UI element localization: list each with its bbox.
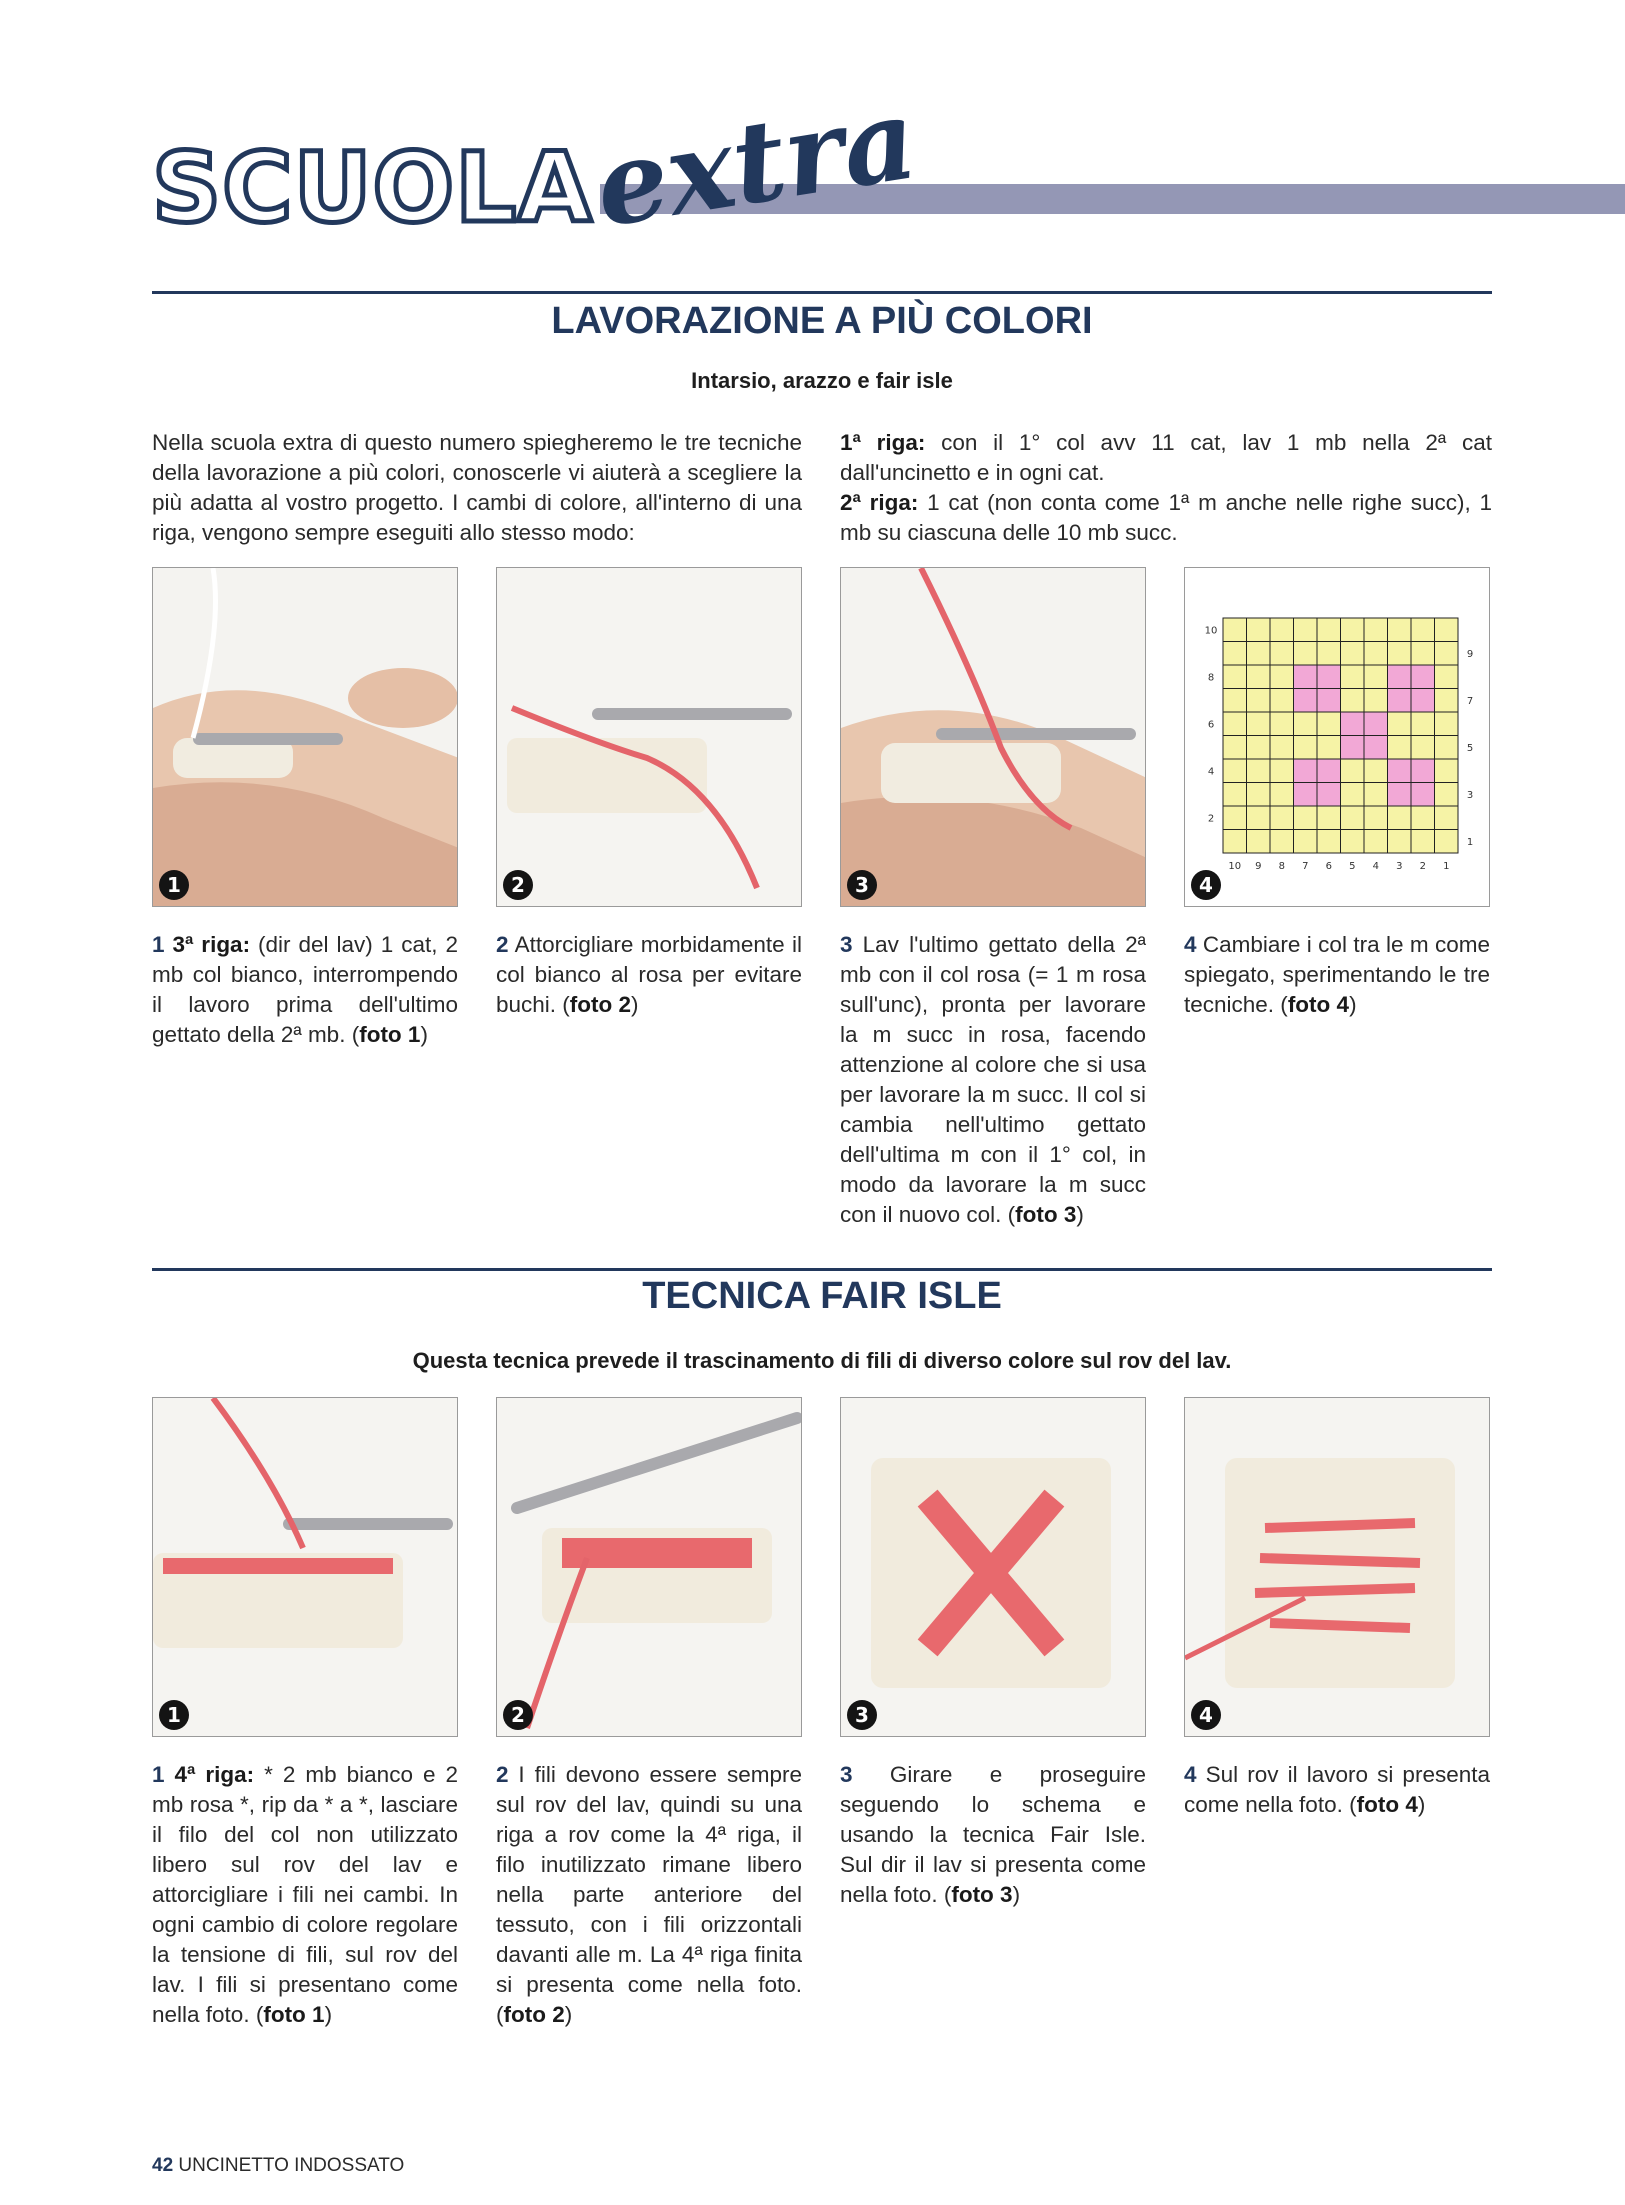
crochet-twist-yarn-photo (497, 568, 802, 907)
chart-cell (1341, 665, 1365, 689)
chart-cell-filled (1411, 783, 1435, 807)
chart-cell-filled (1317, 689, 1341, 713)
chart-cell (1270, 712, 1294, 736)
row1-text: con il 1° col avv 11 cat, lav 1 mb nella 2ª cat dall'uncinetto e in ogni cat. (840, 430, 1492, 485)
chart-cell (1294, 830, 1318, 854)
chart-col-label: 1 (1443, 861, 1450, 872)
chart-row-label: 5 (1466, 742, 1474, 754)
fairisle-hook-photo (497, 1398, 802, 1737)
caption-4: 4 Sul rov il lavoro si presenta come nella foto. (foto 4) (1184, 1762, 1490, 1817)
chart-cell (1388, 618, 1412, 642)
chart-cell (1435, 689, 1459, 713)
chart-cell (1435, 783, 1459, 807)
chart-cell (1435, 806, 1459, 830)
chart-col-label: 4 (1372, 861, 1379, 872)
section-title: TECNICA FAIR ISLE (642, 1275, 1002, 1317)
chart-cell (1364, 783, 1388, 807)
chart-cell (1247, 618, 1271, 642)
chart-cell (1435, 759, 1459, 783)
chart-cell (1317, 642, 1341, 666)
chart-cell (1341, 642, 1365, 666)
chart-cell-filled (1364, 712, 1388, 736)
section-divider (152, 1268, 1492, 1271)
chart-cell (1223, 830, 1247, 854)
chart-row-label: 6 (1207, 719, 1215, 731)
chart-cell (1317, 618, 1341, 642)
chart-col-label: 7 (1302, 861, 1309, 872)
chart-panel (1184, 567, 1490, 907)
photo-4 (1184, 1397, 1490, 1737)
fairisle-row-photo (153, 1398, 458, 1737)
page-number: 42 (152, 2155, 174, 2176)
chart-cell (1317, 712, 1341, 736)
chart-cell-filled (1411, 689, 1435, 713)
page-footer (152, 2155, 404, 2177)
chart-cell-filled (1411, 665, 1435, 689)
chart-cell (1364, 665, 1388, 689)
photo-badge: 2 (503, 870, 533, 900)
chart-cell (1270, 783, 1294, 807)
photo-3 (840, 1397, 1146, 1737)
chart-col-label: 8 (1278, 861, 1285, 872)
chart-cell (1270, 830, 1294, 854)
chart-cell (1270, 618, 1294, 642)
chart-cell (1223, 783, 1247, 807)
row2-label: 2ª riga: (840, 490, 919, 515)
chart-cell-filled (1341, 712, 1365, 736)
fairisle-back-swatch-photo (1185, 1398, 1490, 1737)
chart-cell (1411, 806, 1435, 830)
chart-row-label: 8 (1207, 672, 1215, 684)
caption-3: 3 Girare e proseguire seguendo lo schema e usando la tecnica Fair Isle. Sul dir il lav si presenta come nella foto. (foto 3) (840, 1762, 1146, 1907)
photo-badge: 3 (847, 870, 877, 900)
crochet-pink-yarn-photo (841, 568, 1146, 907)
chart-cell (1364, 618, 1388, 642)
chart-cell (1435, 830, 1459, 854)
chart-cell (1247, 783, 1271, 807)
chart-cell (1341, 759, 1365, 783)
chart-cell (1270, 736, 1294, 760)
chart-cell (1270, 642, 1294, 666)
caption-2: 2 Attorcigliare morbidamente il col bianco al rosa per evitare buchi. (foto 2) (496, 932, 802, 1017)
chart-cell (1388, 736, 1412, 760)
chart-cell (1435, 618, 1459, 642)
photo-badge: 4 (1191, 1700, 1221, 1730)
chart-cell (1435, 712, 1459, 736)
chart-row-label: 3 (1466, 789, 1474, 801)
chart-cell (1341, 689, 1365, 713)
chart-cell (1341, 618, 1365, 642)
chart-cell (1411, 830, 1435, 854)
chart-row-label: 4 (1207, 766, 1215, 778)
chart-cell (1247, 665, 1271, 689)
chart-col-label: 9 (1255, 861, 1262, 872)
chart-cell (1364, 806, 1388, 830)
chart-col-label: 10 (1228, 861, 1242, 872)
section-subtitle: Questa tecnica prevede il trascinamento di fili di diverso colore sul rov del lav. (412, 1348, 1232, 1373)
chart-row-label: 7 (1466, 695, 1474, 707)
chart-cell (1223, 665, 1247, 689)
chart-row-label: 2 (1207, 813, 1215, 825)
chart-cell (1388, 642, 1412, 666)
chart-cell (1223, 712, 1247, 736)
section-divider (152, 291, 1492, 294)
chart-cell (1223, 759, 1247, 783)
caption-1: 1 3ª riga: (dir del lav) 1 cat, 2 mb col bianco, interrompendo il lavoro prima dell'ultimo gettato della 2ª mb. (foto 1) (152, 932, 459, 1047)
chart-cell (1411, 642, 1435, 666)
chart-cell (1388, 712, 1412, 736)
photo-1 (152, 1397, 458, 1737)
chart-cell (1364, 759, 1388, 783)
chart-cell (1388, 830, 1412, 854)
chart-cell (1270, 759, 1294, 783)
chart-cell-filled (1317, 665, 1341, 689)
chart-cell (1294, 642, 1318, 666)
chart-cell (1364, 830, 1388, 854)
chart-cell-filled (1294, 689, 1318, 713)
chart-cell (1247, 736, 1271, 760)
chart-row-label: 10 (1204, 625, 1218, 637)
caption-4: 4 Cambiare i col tra le m come spiegato, sperimentando le tre tecniche. (foto 4) (1184, 932, 1490, 1017)
chart-cell (1294, 618, 1318, 642)
chart-cell (1294, 806, 1318, 830)
chart-cell (1411, 712, 1435, 736)
chart-cell (1223, 806, 1247, 830)
chart-cell (1317, 736, 1341, 760)
chart-cell (1223, 689, 1247, 713)
chart-cell (1270, 665, 1294, 689)
chart-cell (1341, 830, 1365, 854)
chart-cell (1270, 689, 1294, 713)
chart-cell-filled (1317, 783, 1341, 807)
crochet-hook-white-yarn-photo (153, 568, 458, 907)
chart-cell (1294, 736, 1318, 760)
chart-row-label: 9 (1466, 648, 1474, 660)
chart-col-label: 3 (1396, 861, 1403, 872)
chart-col-label: 5 (1349, 861, 1356, 872)
chart-cell (1223, 736, 1247, 760)
chart-cell (1247, 806, 1271, 830)
chart-cell-filled (1388, 759, 1412, 783)
chart-cell (1435, 665, 1459, 689)
photo-1 (152, 567, 458, 907)
chart-cell (1364, 689, 1388, 713)
chart-cell (1341, 783, 1365, 807)
photo-2 (496, 567, 802, 907)
chart-cell-filled (1388, 783, 1412, 807)
chart-cell (1435, 736, 1459, 760)
row1-label: 1ª riga: (840, 430, 926, 455)
chart-cell (1247, 642, 1271, 666)
brand-main-title: SCUOLA (152, 132, 593, 244)
photo-badge: 1 (159, 1700, 189, 1730)
chart-cell (1270, 806, 1294, 830)
photo-3 (840, 567, 1146, 907)
chart-cell-filled (1294, 665, 1318, 689)
chart-cell-filled (1364, 736, 1388, 760)
photo-badge: 2 (503, 1700, 533, 1730)
chart-cell-filled (1294, 759, 1318, 783)
chart-cell (1247, 712, 1271, 736)
chart-cell-filled (1388, 689, 1412, 713)
magazine-name: UNCINETTO INDOSSATO (178, 2155, 405, 2176)
row-instructions (840, 428, 1492, 548)
chart-cell (1247, 759, 1271, 783)
chart-cell-filled (1317, 759, 1341, 783)
section-title: LAVORAZIONE A PIÙ COLORI (551, 300, 1093, 342)
chart-cell (1247, 689, 1271, 713)
chart-cell (1317, 830, 1341, 854)
row2-text: 1 cat (non conta come 1ª m anche nelle righe succ), 1 mb su ciascuna delle 10 mb succ. (840, 490, 1492, 545)
caption-2: 2 I fili devono essere sempre sul rov del lav, quindi su una riga a rov come la 4ª riga, il filo inutilizzato rimane libero nella parte anteriore del tessuto, con i fili orizzontali davanti alle m. La 4ª riga finita si presenta come nella foto. (foto 2) (496, 1762, 802, 2027)
chart-cell (1223, 642, 1247, 666)
chart-cell-filled (1294, 783, 1318, 807)
photo-badge: 1 (159, 870, 189, 900)
chart-cell (1364, 642, 1388, 666)
chart-cell-filled (1341, 736, 1365, 760)
section-subtitle: Intarsio, arazzo e fair isle (691, 368, 953, 393)
chart-cell-filled (1411, 759, 1435, 783)
chart-cell (1411, 618, 1435, 642)
chart-col-label: 6 (1325, 861, 1332, 872)
caption-1: 1 4ª riga: * 2 mb bianco e 2 mb rosa *, rip da * a *, lasciare il filo del col non utilizzato libero sul rov del lav e attorcigliare i fili nei cambi. In ogni cambio di colore regolare la tensione di fili, sul rov del lav. I fili si presentano come nella foto. (foto 1) (152, 1762, 458, 2027)
chart-cell (1388, 806, 1412, 830)
chart-cell (1294, 712, 1318, 736)
intro-paragraph: Nella scuola extra di questo numero spiegheremo le tre tecniche della lavorazione a più colori, conoscerle vi aiuterà a scegliere la più adatta al vostro progetto. I cambi di colore, all'interno di una riga, vengono sempre eseguiti allo stesso modo: (152, 430, 802, 545)
chart-cell (1223, 618, 1247, 642)
chart-cell-filled (1388, 665, 1412, 689)
chart-cell (1435, 642, 1459, 666)
caption-3: 3 Lav l'ultimo gettato della 2ª mb con il col rosa (= 1 m rosa sull'unc), pronta per lavorare la m succ in rosa, facendo attenzione al colore che si usa per lavorare la m succ. Il col si cambia nell'ultimo gettato dell'ultima m con il 1° col, in modo da lavorare la m succ con il nuovo col. (foto 3) (840, 932, 1146, 1227)
chart-cell (1411, 736, 1435, 760)
chart-col-label: 2 (1419, 861, 1426, 872)
chart-row-label: 1 (1466, 836, 1474, 848)
chart-cell (1247, 830, 1271, 854)
fairisle-front-swatch-photo (841, 1398, 1146, 1737)
chart-grid-icon (1185, 568, 1490, 907)
chart-cell (1341, 806, 1365, 830)
photo-2 (496, 1397, 802, 1737)
photo-badge: 3 (847, 1700, 877, 1730)
chart-cell (1317, 806, 1341, 830)
brand-script-title: extra (586, 73, 925, 253)
photo-badge: 4 (1191, 870, 1221, 900)
